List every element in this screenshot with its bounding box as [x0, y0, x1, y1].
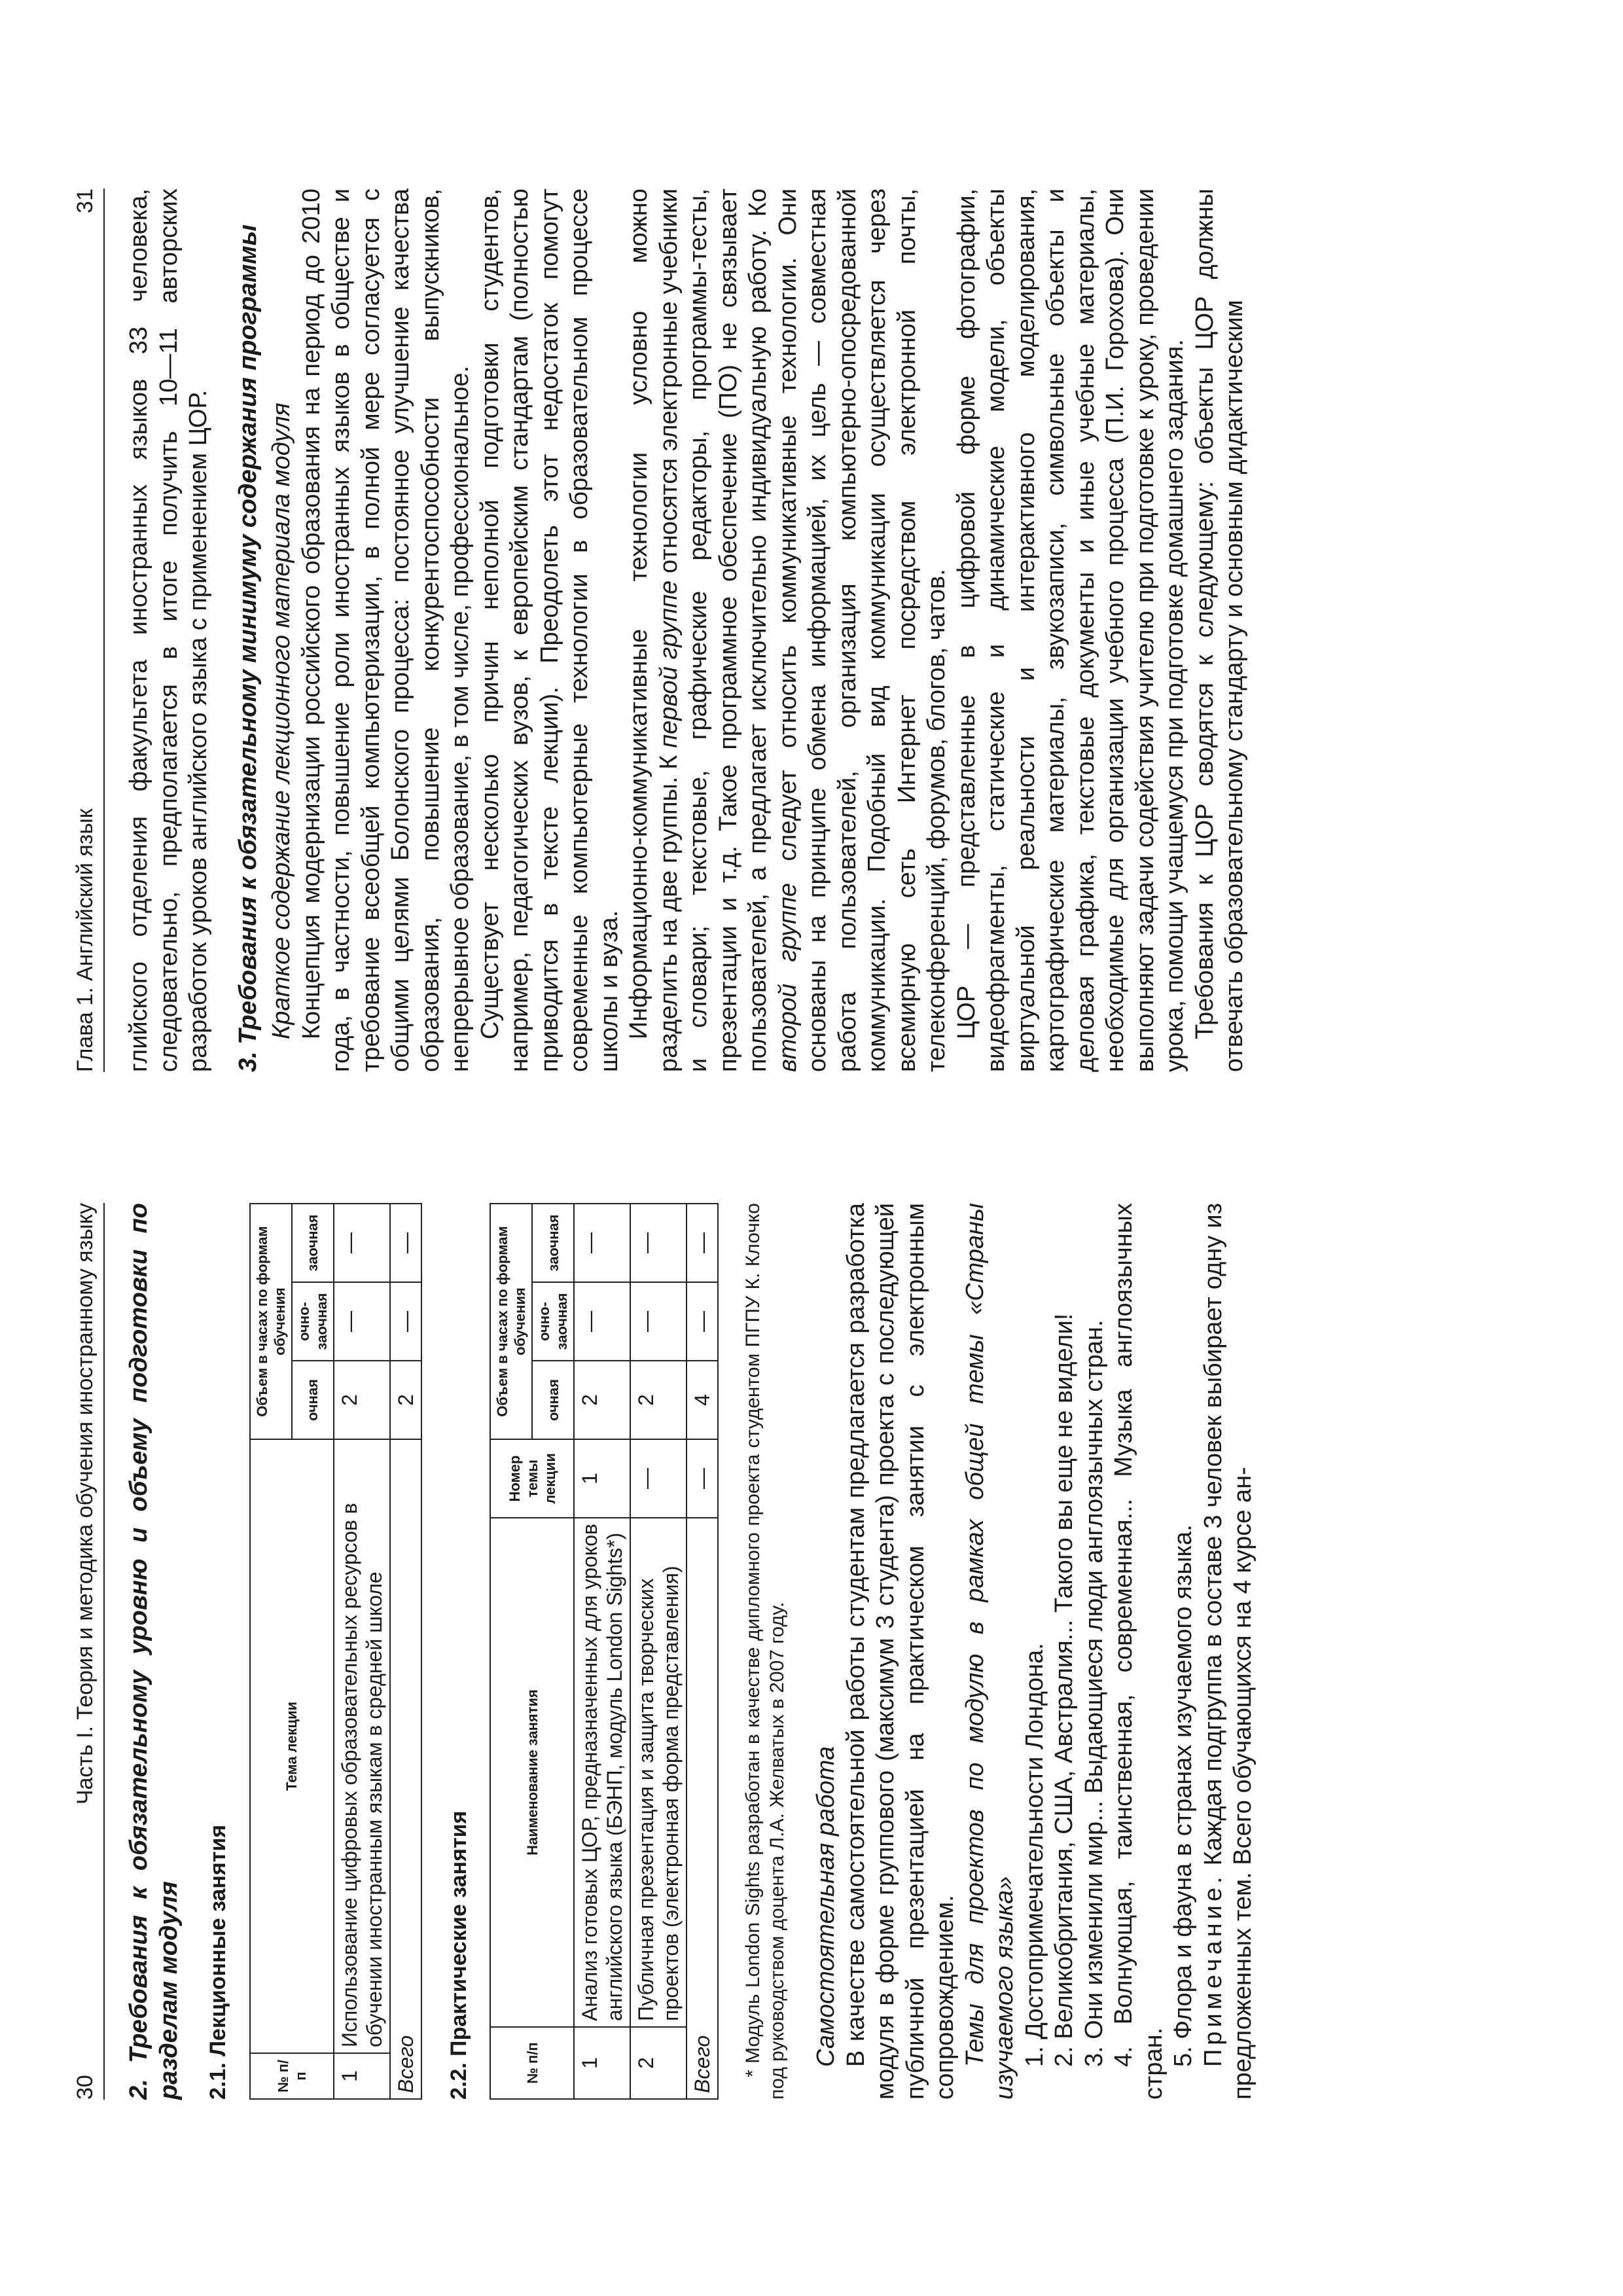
cell-total-extramural: — [390, 1204, 421, 1282]
cell-num: 1 [334, 2053, 390, 2099]
independent-work-title: Самостоятельная работа [812, 1746, 840, 2067]
col-extramural: заочная [292, 1204, 334, 1282]
table-row [334, 1204, 390, 2099]
left-running-head [72, 1203, 105, 2100]
paragraph-3-end: следует относить коммуникативные технологии. Они основаны на принципе обмена информацией, их цель — совместная работа пользователей, организация компьютерно-опосредованной коммуникации. Подобный вид коммуникации осуществляется через всемирную сеть Интернет посредством электронной почты, телеконференций, форумов, блогов, чатов. [774, 188, 950, 1072]
note-label: Примечание. [1199, 1873, 1227, 2067]
lectures-table [249, 1203, 422, 2100]
col-full: очная [532, 1361, 574, 1439]
right-page [72, 188, 1250, 1072]
right-section-heading: 3. Требования к обязательному минимуму содержания программы [234, 224, 262, 1072]
project-topics-intro: Темы для проектов по модулю в рамках общей темы «Страны изучаемого языка» [961, 1203, 1018, 2100]
col-mixed: очно-заочная [292, 1282, 334, 1361]
right-page-number: 31 [73, 188, 98, 213]
col-mixed: очно-заочная [532, 1282, 574, 1361]
cell-total-mixed: — [390, 1282, 421, 1361]
paragraph-3 [624, 188, 952, 1072]
left-page-number: 30 [73, 2075, 98, 2100]
list-item: 1. Достопримечательности Лондона. [1020, 1643, 1048, 2067]
cell-extramural: — [574, 1204, 630, 1282]
cell-full: 2 [574, 1361, 630, 1439]
col-extramural: заочная [532, 1204, 574, 1282]
footnote: * Модуль London Sights разработан в качестве дипломного проекта студентом ПГПУ К. Клочко под руководством доцента Л.А. Желватых в 2007 году. [742, 1203, 788, 2100]
cell-num: 1 [574, 2027, 630, 2099]
cell-full: 2 [630, 1361, 687, 1439]
independent-work-paragraph: В качестве самостоятельной работы студентам предлагается разработка модуля в форме группового (максимум 3 студента) проекта с последующей публичной презентацией на практическом занятии с электронным сопровождением. [842, 1203, 959, 2100]
col-lecture-num: Номер темы лекции [490, 1439, 574, 1518]
cell-name: Анализ готовых ЦОР, предназначенных для уроков английского языка (БЭНП, модуль London Sights*) [574, 1518, 630, 2027]
table-row [574, 1204, 630, 2099]
paragraph-3-start: Информационно-коммуникативные технологии условно можно разделить на две группы. К [625, 188, 683, 1072]
col-full: очная [292, 1361, 334, 1439]
col-volume: Объем в часах по формам обучения [250, 1204, 292, 1439]
right-running-head-title: Глава 1. Английский язык [73, 808, 98, 1072]
lecture-summary-title: Краткое содержание лекционного материала модуля [268, 403, 295, 1039]
list-item: 3. Они изменили мир... Выдающиеся люди англоязычных стран. [1080, 1319, 1108, 2067]
list-item: 2. Великобритания, США, Австралия... Такого вы еще не видели! [1050, 1313, 1078, 2067]
cell-name: Публичная презентация и защита творческих проектов (электронная форма представления) [630, 1518, 687, 2027]
left-running-head-title: Часть I. Теория и методика обучения иностранному языку [73, 1203, 98, 1805]
col-num: № п/п [250, 2053, 334, 2099]
paragraph-2: Существует несколько причин неполной подготовки студентов, например, педагогических вузов, к европейским стандартам (полностью приводится в тексте лекции). Преодолеть этот недостаток помогут современные компьютерные технологии в образовательном процессе школы и вуза. [476, 188, 623, 1072]
second-group-term: второй группе [774, 883, 802, 1072]
col-num: № п/п [490, 2027, 574, 2099]
practicals-title: 2.2. Практические занятия [446, 1810, 471, 2100]
cell-total-mixed: — [687, 1282, 718, 1361]
cell-mixed: — [630, 1282, 687, 1361]
note-text: Каждая подгруппа в составе 3 человек выбирает одну из предложенных тем. Всего обучающихся на 4 курсе ан- [1199, 1202, 1257, 2100]
list-item: 5. Флора и фауна в странах изучаемого языка. [1169, 1524, 1197, 2067]
note-paragraph [1199, 1203, 1258, 2100]
table-total-row [390, 1204, 421, 2099]
first-group-term: первой группе [654, 580, 683, 748]
cell-mixed: — [334, 1282, 390, 1361]
cell-extramural: — [334, 1204, 390, 1282]
cell-total-full: 2 [390, 1361, 421, 1439]
left-section-heading: 2. Требования к обязательному уровню и объему подготовки по разделам модуля [125, 1203, 183, 2100]
paragraph-5: Требования к ЦОР сводятся к следующему: объекты ЦОР должны отвечать образовательному стандарту и основным дидактическим [1190, 188, 1248, 1072]
practicals-table [490, 1203, 719, 2100]
table-header-row [250, 1204, 292, 2099]
cell-topic: Использование цифровых образовательных ресурсов в обучении иностранным языкам в средней школе [334, 1439, 390, 2053]
cell-full: 2 [334, 1361, 390, 1439]
cell-mixed: — [574, 1282, 630, 1361]
cell-total-full: 4 [687, 1361, 718, 1439]
col-volume: Объем в часах по формам обучения [490, 1204, 532, 1439]
cell-total-lecture-num: — [687, 1439, 718, 1518]
col-topic: Тема лекции [250, 1439, 334, 2053]
right-running-head [72, 188, 105, 1072]
cell-num: 2 [630, 2027, 687, 2099]
cell-extramural: — [630, 1204, 687, 1282]
paragraph-3-mid: относятся электронные учебники и словари; текстовые, графические редакторы, программы-тесты, презентации и т.д. Такое программное обеспечение (ПО) не связывает пользователей, а предлагает исключительно индивидуальную работу. Ко [654, 188, 772, 1072]
cell-lecture-num: 1 [574, 1439, 630, 1518]
col-name: Наименование занятия [490, 1518, 574, 2027]
table-row [630, 1204, 687, 2099]
list-item: 4. Волнующая, таинственная, современная... Музыка англоязычных стран. [1110, 1203, 1168, 2100]
lectures-title: 2.1. Лекционные занятия [205, 1824, 230, 2100]
paragraph-4: ЦОР — представленные в цифровой форме фотографии, видеофрагменты, статические и динамические модели, объекты виртуальной реальности и интерактивного моделирования, картографические материалы, звукозаписи, символьные объекты и деловая графика, текстовые документы и иные учебные материалы, необходимые для организации учебного процесса (П.И. Горохова). Они выполняют задачи содействия учителю при подготовке к уроку, проведении урока, помощи учащемуся при подготовке домашнего задания. [952, 188, 1188, 1072]
left-page [72, 1203, 1258, 2100]
cell-total-extramural: — [687, 1204, 718, 1282]
paragraph-1: Концепция модернизации российского образования на период до 2010 года, в частности, повышение роли иностранных языков в обществе и требование всеобщей компьютеризации, в полной мере согласуется с общими целями Болонского процесса: постоянное улучшение качества образования, повышение конкурентоспособности выпускников, непрерывное образование, в том числе, профессиональное. [297, 188, 474, 1072]
cell-lecture-num: — [630, 1439, 687, 1518]
intro-paragraph: глийского отделения факультета иностранных языков 33 человека, следовательно, предполагается в итоге получить 10—11 авторских разработок уроков английского языка с применением ЦОР. [125, 188, 212, 1072]
cell-total-label: Всего [390, 1439, 421, 2099]
cell-total-label: Всего [687, 1518, 718, 2099]
table-total-row [687, 1204, 718, 2099]
table-header-row [490, 1204, 532, 2099]
